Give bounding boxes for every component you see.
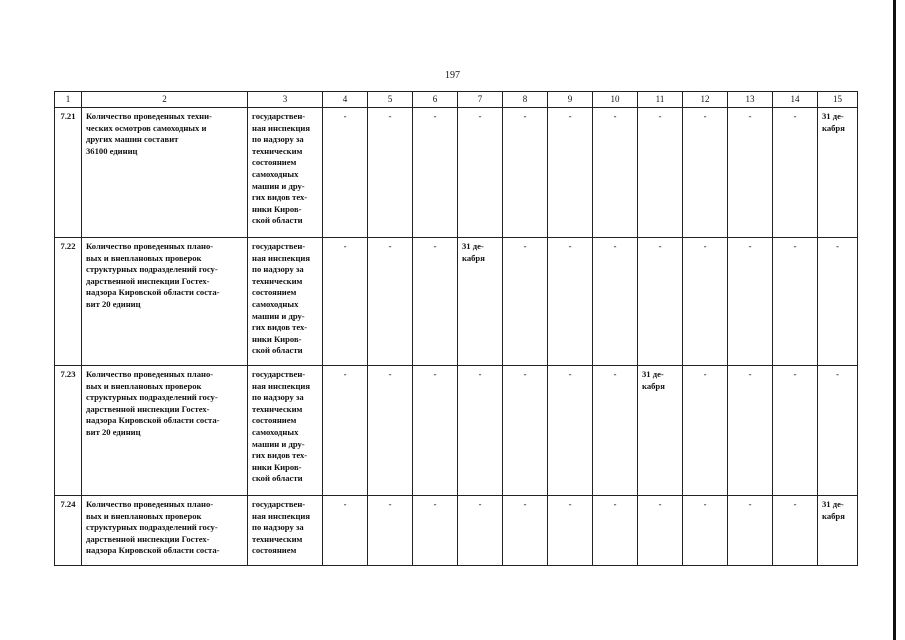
dash-cell: - bbox=[638, 238, 683, 366]
dash-cell: - bbox=[548, 238, 593, 366]
dash-cell: - bbox=[638, 496, 683, 566]
page-edge-rule bbox=[893, 0, 896, 640]
dash-cell: - bbox=[773, 108, 818, 238]
dash-cell: - bbox=[323, 496, 368, 566]
plan-table bbox=[54, 91, 858, 566]
dash-cell: - bbox=[593, 366, 638, 496]
row-number: 7.22 bbox=[55, 238, 82, 366]
executor-text: государствен- ная инспекция по надзору за техническим состоянием bbox=[248, 496, 323, 566]
dash-cell: - bbox=[728, 366, 773, 496]
dash-cell: - bbox=[413, 496, 458, 566]
dash-cell: - bbox=[548, 496, 593, 566]
dash-cell: - bbox=[548, 366, 593, 496]
header-cell: 9 bbox=[548, 92, 593, 108]
executor-text: государствен- ная инспекция по надзору за техническим состоянием самоходных машин и дру- гих видов тех- ники Киров- ской области bbox=[248, 108, 323, 238]
deadline-cell: 31 де- кабря bbox=[638, 366, 683, 496]
dash-cell: - bbox=[413, 108, 458, 238]
dash-cell: - bbox=[818, 366, 858, 496]
indicator-text: Количество проведенных плано- вых и внеплановых проверок структурных подразделений госу- дарственной инспекции Гостех- надзора Кировской области соста- вит 20 единиц bbox=[82, 366, 248, 496]
header-row bbox=[55, 92, 858, 108]
dash-cell: - bbox=[638, 108, 683, 238]
dash-cell: - bbox=[323, 366, 368, 496]
row-number: 7.21 bbox=[55, 108, 82, 238]
dash-cell: - bbox=[503, 238, 548, 366]
header-cell: 12 bbox=[683, 92, 728, 108]
header-cell: 11 bbox=[638, 92, 683, 108]
dash-cell: - bbox=[728, 238, 773, 366]
table-row bbox=[55, 238, 858, 366]
dash-cell: - bbox=[368, 108, 413, 238]
header-cell: 8 bbox=[503, 92, 548, 108]
dash-cell: - bbox=[683, 366, 728, 496]
dash-cell: - bbox=[818, 238, 858, 366]
deadline-cell: 31 де- кабря bbox=[458, 238, 503, 366]
dash-cell: - bbox=[323, 108, 368, 238]
header-cell: 6 bbox=[413, 92, 458, 108]
dash-cell: - bbox=[458, 366, 503, 496]
indicator-text: Количество проведенных техни- ческих осмотров самоходных и других машин составит 36100 единиц bbox=[82, 108, 248, 238]
deadline-cell: 31 де- кабря bbox=[818, 108, 858, 238]
dash-cell: - bbox=[593, 496, 638, 566]
table-row bbox=[55, 496, 858, 566]
row-number: 7.24 bbox=[55, 496, 82, 566]
dash-cell: - bbox=[503, 108, 548, 238]
deadline-cell: 31 де- кабря bbox=[818, 496, 858, 566]
dash-cell: - bbox=[728, 496, 773, 566]
dash-cell: - bbox=[593, 108, 638, 238]
dash-cell: - bbox=[413, 238, 458, 366]
header-cell: 5 bbox=[368, 92, 413, 108]
header-cell: 2 bbox=[82, 92, 248, 108]
header-cell: 3 bbox=[248, 92, 323, 108]
row-number: 7.23 bbox=[55, 366, 82, 496]
header-cell: 14 bbox=[773, 92, 818, 108]
dash-cell: - bbox=[458, 108, 503, 238]
dash-cell: - bbox=[773, 366, 818, 496]
table-row bbox=[55, 366, 858, 496]
dash-cell: - bbox=[593, 238, 638, 366]
dash-cell: - bbox=[773, 238, 818, 366]
indicator-text: Количество проведенных плано- вых и внеплановых проверок структурных подразделений госу- дарственной инспекции Гостех- надзора Кировской области соста- вит 20 единиц bbox=[82, 238, 248, 366]
dash-cell: - bbox=[368, 496, 413, 566]
page-number: 197 bbox=[445, 70, 460, 81]
header-cell: 15 bbox=[818, 92, 858, 108]
header-cell: 7 bbox=[458, 92, 503, 108]
dash-cell: - bbox=[323, 238, 368, 366]
dash-cell: - bbox=[683, 108, 728, 238]
dash-cell: - bbox=[503, 366, 548, 496]
dash-cell: - bbox=[683, 238, 728, 366]
dash-cell: - bbox=[728, 108, 773, 238]
header-cell: 13 bbox=[728, 92, 773, 108]
dash-cell: - bbox=[458, 496, 503, 566]
executor-text: государствен- ная инспекция по надзору за техническим состоянием самоходных машин и дру- гих видов тех- ники Киров- ской области bbox=[248, 238, 323, 366]
dash-cell: - bbox=[368, 366, 413, 496]
dash-cell: - bbox=[773, 496, 818, 566]
dash-cell: - bbox=[548, 108, 593, 238]
header-cell: 1 bbox=[55, 92, 82, 108]
header-cell: 10 bbox=[593, 92, 638, 108]
header-cell: 4 bbox=[323, 92, 368, 108]
dash-cell: - bbox=[503, 496, 548, 566]
dash-cell: - bbox=[683, 496, 728, 566]
executor-text: государствен- ная инспекция по надзору за техническим состоянием самоходных машин и дру- гих видов тех- ники Киров- ской области bbox=[248, 366, 323, 496]
indicator-text: Количество проведенных плано- вых и внеплановых проверок структурных подразделений госу- дарственной инспекции Гостех- надзора Кировской области соста- bbox=[82, 496, 248, 566]
dash-cell: - bbox=[368, 238, 413, 366]
table-row bbox=[55, 108, 858, 238]
dash-cell: - bbox=[413, 366, 458, 496]
